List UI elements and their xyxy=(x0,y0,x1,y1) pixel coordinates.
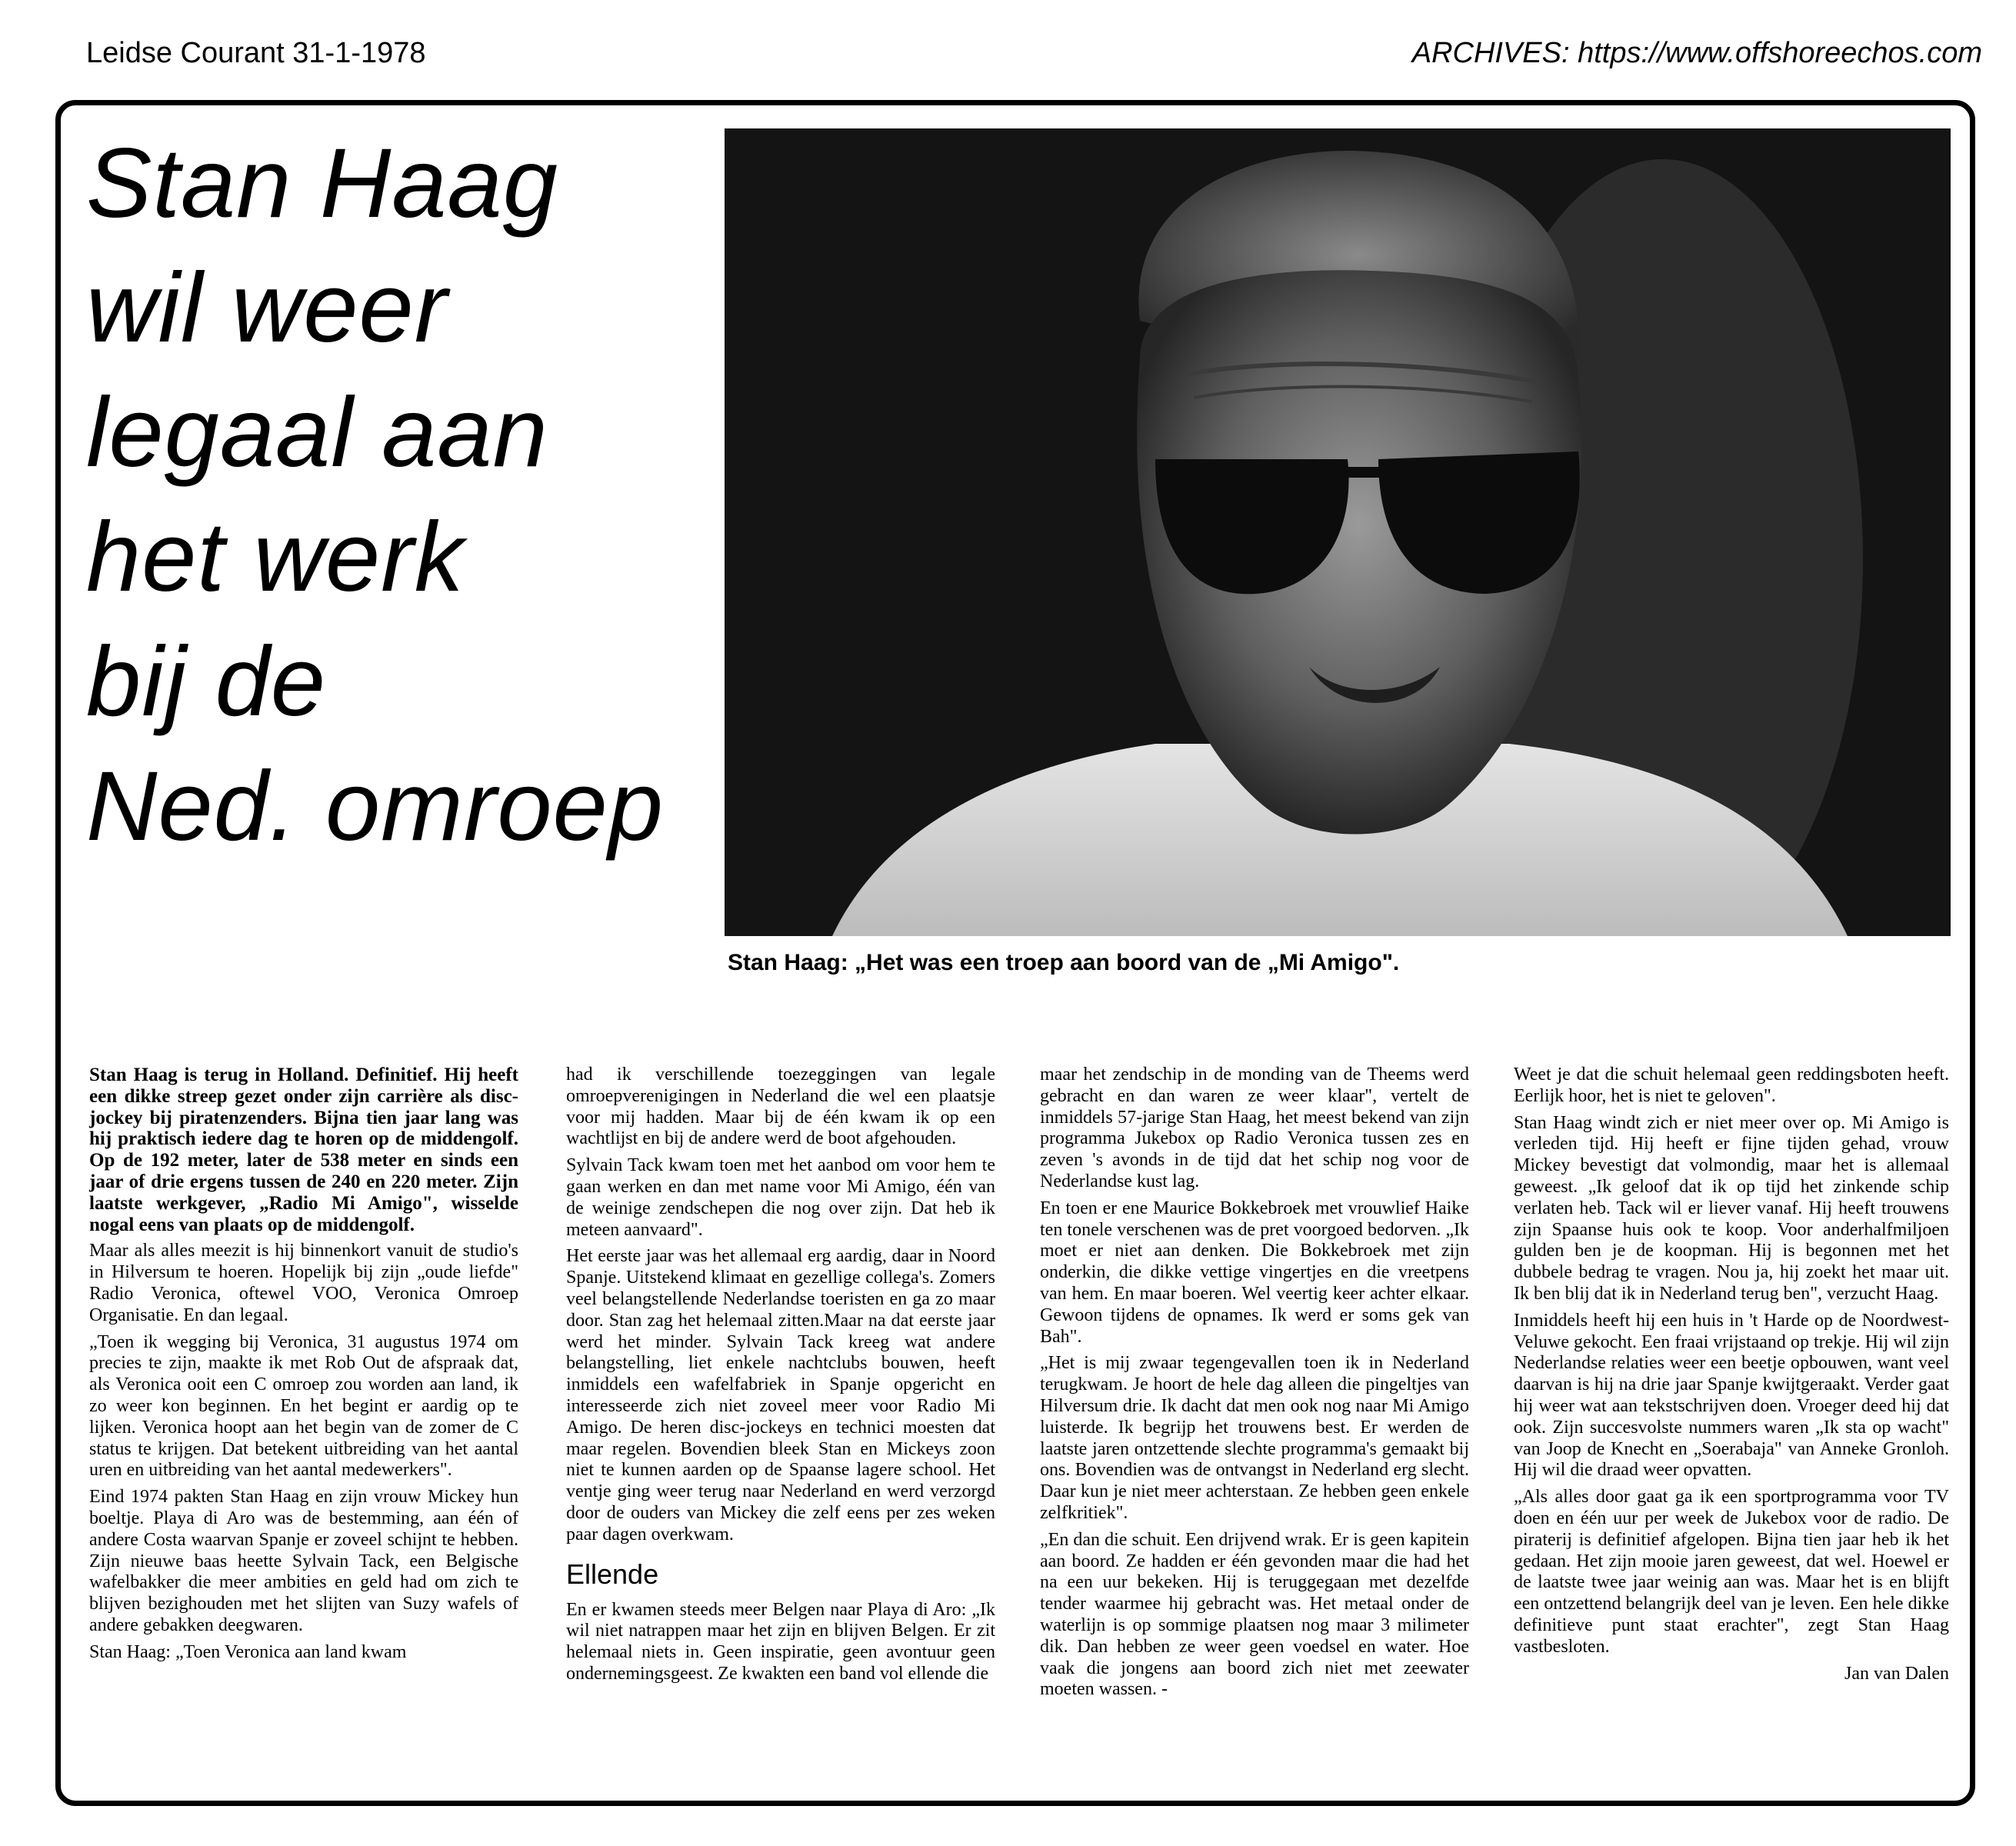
article-column-3 xyxy=(1040,1065,1469,1706)
paragraph: Het eerste jaar was het allemaal erg aardig, daar in Noord Spanje. Uitstekend klimaat en gezellige collega's. Zomers veel belangstellende Nederlandse toeristen en ga zo maar door. Stan zag het helemaal zitten.Maar na dat eerste jaar werd het minder. Sylvain Tack kreeg wat andere belangstelling, liet enkele nachtclubs bouwen, heeft inmiddels een wafelfabriek in Spanje opgericht en interesseerde zich niet zoveel meer voor Radio Mi Amigo. De heren disc-jockeys en technici moesten dat maar regelen. Bovendien bleek Stan en Mickeys zoon niet te kunnen aarden op de Spaanse lagere school. Het ventje ging weer terug naar Nederland en werd verzorgd door de ouders van Mickey die zelf eens per zes weken paar dagen overkwam. xyxy=(566,1246,995,1544)
portrait-photo xyxy=(725,128,1951,936)
lead-paragraph: Stan Haag is terug in Holland. Definitief. Hij heeft een dikke streep gezet onder zijn carrière als disc-jockey bij piratenzenders. Bijna tien jaar lang was hij praktisch iedere dag te horen op de middengolf. Op de 192 meter, later de 538 meter en sinds een jaar of drie ergens tussen de 240 en 220 meter. Zijn laatste werkgever, „Radio Mi Amigo", wisselde nogal eens van plaats op de middengolf. xyxy=(89,1065,518,1235)
paragraph: „En dan die schuit. Een drijvend wrak. Er is geen kapitein aan boord. Ze hadden er één gevonden maar die had het na een uur bekeken. Hij is teruggegaan met dezelfde tender waarmee hij gebracht was. Het metaal onder de waterlijn is op sommige plaatsen nog maar 3 milimeter dik. Dan hebben ze weer geen voedsel en water. Hoe vaak die jongens aan boord zich niet met zeewater moeten wassen. - xyxy=(1040,1529,1469,1700)
article-column-2 xyxy=(566,1065,995,1691)
paragraph: maar het zendschip in de monding van de Theems werd gebracht en dan waren ze weer klaar", vertelt de inmiddels 57-jarige Stan Haag, het meest bekend van zijn programma Jukebox op Radio Veronica tussen zes en zeven 's avonds in de tijd dat het schip nog voor de Nederlandse kust lag. xyxy=(1040,1065,1469,1191)
headline xyxy=(86,122,732,869)
headline-line: legaal aan xyxy=(86,378,548,488)
headline-line: bij de xyxy=(86,627,326,737)
article-column-1 xyxy=(89,1065,518,1669)
archive-url: ARCHIVES: https://www.offshoreechos.com xyxy=(1411,37,1982,69)
paragraph: Maar als alles meezit is hij binnenkort vanuit de studio's in Hilversum te hoeren. Hopelijk bij zijn „oude liefde" Radio Veronica, oftewel VOO, Veronica Omroep Organisatie. En dan legaal. xyxy=(89,1241,518,1325)
paragraph: „Als alles door gaat ga ik een sportprogramma voor TV doen en één uur per week de Jukebox voor de radio. De piraterij is definitief afgelopen. Bijna tien jaar heb ik het gedaan. Het zijn mooie jaren geweest, dat wel. Hoewel er de laatste twee jaar weinig aan was. Maar het is en blijft een ontzettend belangrijk deel van je leven. Een hele dikke definitieve punt staat erachter", zegt Stan Haag vastbesloten. xyxy=(1514,1487,1949,1657)
headline-line: wil weer xyxy=(86,253,448,363)
paragraph: Sylvain Tack kwam toen met het aanbod om voor hem te gaan werken en dan met name voor Mi Amigo, één van de weinige zendschepen die nog over zijn. Dat heb ik meteen aanvaard". xyxy=(566,1155,995,1240)
newspaper-source: Leidse Courant 31-1-1978 xyxy=(86,37,426,69)
article-column-4 xyxy=(1514,1065,1949,1690)
paragraph: En toen er ene Maurice Bokkebroek met vrouwlief Haike ten tonele verschenen was de pret voorgoed bedorven. „Ik moet er niet aan denken. Die Bokkebroek met zijn onderkin, die dikke vettige vingertjes en die vreetpens van hem. En maar boeren. Wel veertig keer achter elkaar. Gewoon tijdens de opnames. Ik werd er soms gek van Bah". xyxy=(1040,1198,1469,1347)
paragraph: Inmiddels heeft hij een huis in 't Harde op de Noordwest-Veluwe gekocht. Een fraai vrijstaand op trekje. Hij wil zijn Nederlandse relaties weer een beetje opbouwen, want veel daarvan is hij na drie jaar Spanje kwijtgeraakt. Verder gaat hij weer wat aan tekstschrijven doen. Vroeger deed hij dat ook. Zijn succesvolste nummers waren „Ik sta op wacht" van Joop de Knecht en „Soerabaja" van Anneke Gronloh. Hij wil die draad weer opvatten. xyxy=(1514,1310,1949,1481)
paragraph: Stan Haag: „Toen Veronica aan land kwam xyxy=(89,1641,407,1662)
headline-line: Ned. omroep xyxy=(86,751,664,861)
paragraph: „Toen ik wegging bij Veronica, 31 augustus 1974 om precies te zijn, maakte ik met Rob Out de afspraak dat, als Veronica ooit een C omroep zou worden aan land, ik zo weer kon beginnen. En het begint er aardig op te lijken. Veronica hoopt aan het begin van de zomer de C status te krijgen. Dat betekent uitbreiding van het aantal uren en uitbreiding van het aantal medewerkers". xyxy=(89,1331,518,1481)
paragraph: Weet je dat die schuit helemaal geen reddingsboten heeft. Eerlijk hoor, het is niet te geloven". xyxy=(1514,1065,1949,1106)
paragraph: Stan Haag windt zich er niet meer over op. Mi Amigo is verleden tijd. Hij heeft er fijne tijden gehad, vrouw Mickey bevestigt dat volmondig, maar het is allemaal geweest. „Ik geloof dat ik op tijd het zinkende schip verlaten heb. Tack wil er liever vanaf. Hij heeft trouwens zijn Spaanse huis ook te koop. Voor anderhalfmiljoen gulden ben je de koopman. Hij is begonnen met het dubbele bedrag te vragen. Nou ja, hij zoekt het maar uit. Ik ben blij dat ik in Nederland terug ben", verzucht Haag. xyxy=(1514,1112,1949,1304)
paragraph: En er kwamen steeds meer Belgen naar Playa di Aro: „Ik wil niet natrappen maar het zijn en blijven Belgen. Er zit helemaal niets in. Geen inspiratie, geen avontuur geen ondernemingsgeest. Ze kwakten een band vol ellende die xyxy=(566,1599,995,1684)
headline-line: het werk xyxy=(86,502,465,612)
photo-caption: Stan Haag: „Het was een troep aan boord van de „Mi Amigo". xyxy=(728,950,1400,975)
byline: Jan van Dalen xyxy=(1844,1663,1949,1684)
headline-line: Stan Haag xyxy=(86,128,558,238)
paragraph: „Het is mij zwaar tegengevallen toen ik in Nederland terugkwam. Je hoort de hele dag alleen die pingeltjes van Hilversum drie. Ik dacht dat men ook nog naar Mi Amigo luisterde. Ik begrijp het trouwens best. Er werden de laatste jaren ontzettende slechte programma's gemaakt bij ons. Bovendien was de ontvangst in Nederland erg slecht. Daar kun je niet meer achterstaan. Ze hebben geen enkele zelfkritiek". xyxy=(1040,1353,1469,1523)
paragraph: Eind 1974 pakten Stan Haag en zijn vrouw Mickey hun boeltje. Playa di Aro was de bestemming, aan één of andere Costa waarvan Spanje er zoveel schijnt te hebben. Zijn nieuwe baas heette Sylvain Tack, een Belgische wafelbakker die meer ambities en geld had om zich te blijven bezighouden met het slijten van Suzy wafels of andere gebakken deegwaren. xyxy=(89,1487,518,1635)
paragraph: had ik verschillende toezeggingen van legale omroepverenigingen in Nederland die wel een plaatsje voor mij hadden. Maar bij de één kwam ik op een wachtlijst en bij de andere werd de boot afgehouden. xyxy=(566,1065,995,1149)
subheading: Ellende xyxy=(566,1558,659,1590)
